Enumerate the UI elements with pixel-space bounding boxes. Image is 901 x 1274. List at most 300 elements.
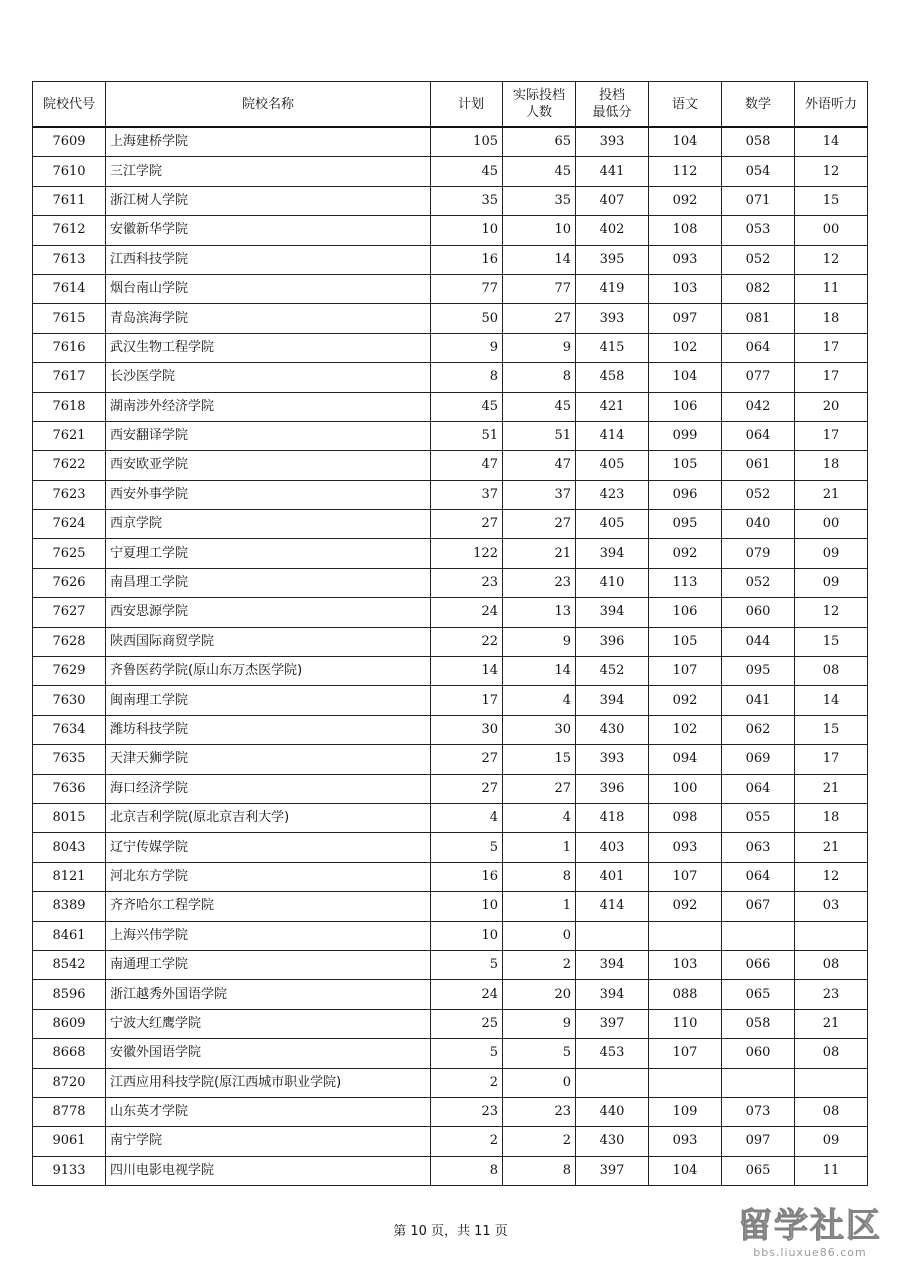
cell-actual-admitted: 0 bbox=[503, 921, 576, 950]
cell-math: 079 bbox=[722, 539, 795, 568]
cell-foreign-listening: 09 bbox=[795, 539, 868, 568]
cell-school-code: 8121 bbox=[33, 862, 106, 891]
table-row bbox=[33, 774, 868, 803]
cell-school-name: 西安外事学院 bbox=[106, 480, 431, 509]
cell-math: 041 bbox=[722, 686, 795, 715]
cell-chinese: 100 bbox=[649, 774, 722, 803]
cell-chinese: 092 bbox=[649, 186, 722, 215]
cell-chinese: 092 bbox=[649, 539, 722, 568]
cell-school-code: 8015 bbox=[33, 803, 106, 832]
cell-plan: 24 bbox=[431, 980, 503, 1009]
cell-chinese: 110 bbox=[649, 1009, 722, 1038]
cell-foreign-listening: 15 bbox=[795, 715, 868, 744]
cell-foreign-listening: 08 bbox=[795, 1039, 868, 1068]
cell-school-code: 7614 bbox=[33, 274, 106, 303]
watermark-logo: 留学社区 bbs.liuxue86.com bbox=[738, 1206, 882, 1259]
cell-school-name: 辽宁传媒学院 bbox=[106, 833, 431, 862]
cell-plan: 24 bbox=[431, 598, 503, 627]
cell-min-score: 423 bbox=[576, 480, 649, 509]
cell-min-score bbox=[576, 921, 649, 950]
cell-actual-admitted: 1 bbox=[503, 892, 576, 921]
cell-school-name: 浙江树人学院 bbox=[106, 186, 431, 215]
cell-foreign-listening: 11 bbox=[795, 1156, 868, 1185]
cell-chinese: 095 bbox=[649, 510, 722, 539]
cell-min-score: 440 bbox=[576, 1097, 649, 1126]
cell-school-name: 西安欧亚学院 bbox=[106, 451, 431, 480]
cell-actual-admitted: 20 bbox=[503, 980, 576, 1009]
cell-chinese: 097 bbox=[649, 304, 722, 333]
cell-math: 065 bbox=[722, 980, 795, 1009]
cell-school-code: 7628 bbox=[33, 627, 106, 656]
cell-chinese: 107 bbox=[649, 862, 722, 891]
cell-school-code: 8461 bbox=[33, 921, 106, 950]
cell-plan: 10 bbox=[431, 216, 503, 245]
cell-actual-admitted: 51 bbox=[503, 421, 576, 450]
cell-min-score: 452 bbox=[576, 657, 649, 686]
cell-school-code: 7636 bbox=[33, 774, 106, 803]
cell-min-score: 394 bbox=[576, 539, 649, 568]
cell-school-code: 8668 bbox=[33, 1039, 106, 1068]
cell-school-name: 南宁学院 bbox=[106, 1127, 431, 1156]
cell-school-code: 9133 bbox=[33, 1156, 106, 1185]
table-row bbox=[33, 274, 868, 303]
cell-school-name: 山东英才学院 bbox=[106, 1097, 431, 1126]
cell-school-name: 浙江越秀外国语学院 bbox=[106, 980, 431, 1009]
cell-math: 055 bbox=[722, 803, 795, 832]
cell-school-name: 四川电影电视学院 bbox=[106, 1156, 431, 1185]
cell-chinese: 099 bbox=[649, 421, 722, 450]
table-row bbox=[33, 216, 868, 245]
cell-min-score: 405 bbox=[576, 451, 649, 480]
table-row bbox=[33, 1097, 868, 1126]
cell-math: 064 bbox=[722, 333, 795, 362]
cell-math: 054 bbox=[722, 157, 795, 186]
cell-math bbox=[722, 921, 795, 950]
table-row bbox=[33, 1127, 868, 1156]
cell-plan: 5 bbox=[431, 950, 503, 979]
cell-chinese: 108 bbox=[649, 216, 722, 245]
cell-school-code: 7610 bbox=[33, 157, 106, 186]
cell-foreign-listening: 15 bbox=[795, 627, 868, 656]
table-row bbox=[33, 451, 868, 480]
cell-actual-admitted: 9 bbox=[503, 627, 576, 656]
cell-min-score: 453 bbox=[576, 1039, 649, 1068]
cell-foreign-listening bbox=[795, 1068, 868, 1097]
cell-foreign-listening: 00 bbox=[795, 216, 868, 245]
cell-actual-admitted: 65 bbox=[503, 127, 576, 157]
cell-foreign-listening: 08 bbox=[795, 1097, 868, 1126]
cell-chinese: 104 bbox=[649, 1156, 722, 1185]
cell-school-name: 西安思源学院 bbox=[106, 598, 431, 627]
cell-school-name: 湖南涉外经济学院 bbox=[106, 392, 431, 421]
cell-min-score: 414 bbox=[576, 421, 649, 450]
cell-school-code: 7629 bbox=[33, 657, 106, 686]
cell-foreign-listening: 09 bbox=[795, 568, 868, 597]
table-row bbox=[33, 686, 868, 715]
cell-school-code: 8596 bbox=[33, 980, 106, 1009]
cell-plan: 10 bbox=[431, 921, 503, 950]
cell-school-code: 7634 bbox=[33, 715, 106, 744]
cell-plan: 27 bbox=[431, 510, 503, 539]
cell-math: 067 bbox=[722, 892, 795, 921]
cell-foreign-listening: 21 bbox=[795, 774, 868, 803]
cell-math: 073 bbox=[722, 1097, 795, 1126]
cell-chinese: 102 bbox=[649, 333, 722, 362]
cell-plan: 50 bbox=[431, 304, 503, 333]
cell-actual-admitted: 13 bbox=[503, 598, 576, 627]
cell-foreign-listening: 21 bbox=[795, 833, 868, 862]
cell-math: 064 bbox=[722, 774, 795, 803]
cell-math: 062 bbox=[722, 715, 795, 744]
cell-actual-admitted: 8 bbox=[503, 363, 576, 392]
cell-chinese: 093 bbox=[649, 1127, 722, 1156]
cell-foreign-listening: 17 bbox=[795, 745, 868, 774]
cell-foreign-listening: 14 bbox=[795, 127, 868, 157]
cell-chinese: 093 bbox=[649, 245, 722, 274]
cell-plan: 25 bbox=[431, 1009, 503, 1038]
table-row bbox=[33, 392, 868, 421]
cell-plan: 37 bbox=[431, 480, 503, 509]
header-school-name: 院校名称 bbox=[106, 82, 431, 128]
cell-chinese: 105 bbox=[649, 627, 722, 656]
cell-math: 077 bbox=[722, 363, 795, 392]
cell-school-name: 上海兴伟学院 bbox=[106, 921, 431, 950]
cell-min-score: 395 bbox=[576, 245, 649, 274]
cell-actual-admitted: 9 bbox=[503, 333, 576, 362]
cell-foreign-listening: 18 bbox=[795, 304, 868, 333]
cell-min-score: 407 bbox=[576, 186, 649, 215]
cell-actual-admitted: 27 bbox=[503, 510, 576, 539]
cell-min-score: 403 bbox=[576, 833, 649, 862]
cell-min-score: 414 bbox=[576, 892, 649, 921]
cell-actual-admitted: 21 bbox=[503, 539, 576, 568]
table-row bbox=[33, 803, 868, 832]
cell-school-code: 7616 bbox=[33, 333, 106, 362]
cell-plan: 45 bbox=[431, 157, 503, 186]
cell-school-code: 7635 bbox=[33, 745, 106, 774]
cell-actual-admitted: 27 bbox=[503, 304, 576, 333]
cell-actual-admitted: 2 bbox=[503, 1127, 576, 1156]
cell-actual-admitted: 2 bbox=[503, 950, 576, 979]
table-row bbox=[33, 1009, 868, 1038]
cell-math: 053 bbox=[722, 216, 795, 245]
table-row bbox=[33, 1068, 868, 1097]
cell-school-code: 7626 bbox=[33, 568, 106, 597]
cell-chinese: 113 bbox=[649, 568, 722, 597]
cell-school-code: 7623 bbox=[33, 480, 106, 509]
cell-min-score: 441 bbox=[576, 157, 649, 186]
cell-math: 071 bbox=[722, 186, 795, 215]
cell-school-code: 7618 bbox=[33, 392, 106, 421]
cell-school-code: 8389 bbox=[33, 892, 106, 921]
table-header-row bbox=[33, 82, 868, 128]
cell-school-code: 7615 bbox=[33, 304, 106, 333]
table-row bbox=[33, 950, 868, 979]
cell-min-score: 405 bbox=[576, 510, 649, 539]
cell-min-score: 396 bbox=[576, 627, 649, 656]
cell-foreign-listening: 20 bbox=[795, 392, 868, 421]
cell-actual-admitted: 1 bbox=[503, 833, 576, 862]
cell-school-code: 7621 bbox=[33, 421, 106, 450]
cell-plan: 14 bbox=[431, 657, 503, 686]
cell-foreign-listening: 03 bbox=[795, 892, 868, 921]
cell-min-score: 401 bbox=[576, 862, 649, 891]
cell-actual-admitted: 23 bbox=[503, 1097, 576, 1126]
cell-chinese: 102 bbox=[649, 715, 722, 744]
cell-min-score: 418 bbox=[576, 803, 649, 832]
cell-min-score: 394 bbox=[576, 950, 649, 979]
cell-chinese: 094 bbox=[649, 745, 722, 774]
cell-actual-admitted: 37 bbox=[503, 480, 576, 509]
cell-math: 063 bbox=[722, 833, 795, 862]
page-footer: 第 10 页，共 11 页 bbox=[393, 1224, 508, 1239]
cell-chinese: 092 bbox=[649, 686, 722, 715]
cell-math: 064 bbox=[722, 862, 795, 891]
cell-actual-admitted: 8 bbox=[503, 1156, 576, 1185]
cell-foreign-listening: 12 bbox=[795, 862, 868, 891]
cell-plan: 27 bbox=[431, 745, 503, 774]
table-row bbox=[33, 539, 868, 568]
cell-math: 058 bbox=[722, 1009, 795, 1038]
table-row bbox=[33, 745, 868, 774]
cell-school-name: 西安翻译学院 bbox=[106, 421, 431, 450]
cell-school-name: 烟台南山学院 bbox=[106, 274, 431, 303]
cell-min-score: 458 bbox=[576, 363, 649, 392]
cell-math: 052 bbox=[722, 568, 795, 597]
cell-min-score: 394 bbox=[576, 980, 649, 1009]
table-row bbox=[33, 480, 868, 509]
cell-school-name: 南昌理工学院 bbox=[106, 568, 431, 597]
cell-foreign-listening: 18 bbox=[795, 451, 868, 480]
cell-foreign-listening: 08 bbox=[795, 657, 868, 686]
cell-math: 044 bbox=[722, 627, 795, 656]
cell-math: 061 bbox=[722, 451, 795, 480]
cell-chinese: 109 bbox=[649, 1097, 722, 1126]
cell-plan: 45 bbox=[431, 392, 503, 421]
cell-math: 064 bbox=[722, 421, 795, 450]
cell-plan: 23 bbox=[431, 1097, 503, 1126]
table-row bbox=[33, 657, 868, 686]
cell-school-code: 7617 bbox=[33, 363, 106, 392]
cell-school-code: 7624 bbox=[33, 510, 106, 539]
cell-plan: 22 bbox=[431, 627, 503, 656]
cell-chinese: 105 bbox=[649, 451, 722, 480]
cell-actual-admitted: 77 bbox=[503, 274, 576, 303]
cell-actual-admitted: 35 bbox=[503, 186, 576, 215]
cell-min-score: 419 bbox=[576, 274, 649, 303]
cell-chinese: 112 bbox=[649, 157, 722, 186]
cell-foreign-listening: 12 bbox=[795, 245, 868, 274]
cell-actual-admitted: 14 bbox=[503, 245, 576, 274]
cell-plan: 30 bbox=[431, 715, 503, 744]
cell-school-name: 青岛滨海学院 bbox=[106, 304, 431, 333]
cell-school-name: 长沙医学院 bbox=[106, 363, 431, 392]
cell-plan: 27 bbox=[431, 774, 503, 803]
cell-foreign-listening: 17 bbox=[795, 363, 868, 392]
cell-min-score: 393 bbox=[576, 745, 649, 774]
header-foreign-listening: 外语听力 bbox=[795, 82, 868, 128]
cell-chinese: 107 bbox=[649, 1039, 722, 1068]
cell-min-score: 394 bbox=[576, 598, 649, 627]
table-row bbox=[33, 1156, 868, 1185]
cell-school-name: 齐齐哈尔工程学院 bbox=[106, 892, 431, 921]
cell-actual-admitted: 45 bbox=[503, 392, 576, 421]
cell-actual-admitted: 5 bbox=[503, 1039, 576, 1068]
cell-math: 082 bbox=[722, 274, 795, 303]
cell-math: 040 bbox=[722, 510, 795, 539]
cell-foreign-listening: 08 bbox=[795, 950, 868, 979]
header-plan: 计划 bbox=[431, 82, 503, 128]
cell-chinese: 103 bbox=[649, 274, 722, 303]
cell-actual-admitted: 0 bbox=[503, 1068, 576, 1097]
cell-school-name: 武汉生物工程学院 bbox=[106, 333, 431, 362]
table-row bbox=[33, 510, 868, 539]
cell-min-score: 410 bbox=[576, 568, 649, 597]
cell-min-score: 393 bbox=[576, 127, 649, 157]
cell-school-code: 7613 bbox=[33, 245, 106, 274]
cell-school-code: 8043 bbox=[33, 833, 106, 862]
cell-plan: 17 bbox=[431, 686, 503, 715]
table-row bbox=[33, 568, 868, 597]
table-row bbox=[33, 157, 868, 186]
cell-plan: 2 bbox=[431, 1068, 503, 1097]
table-row bbox=[33, 127, 868, 157]
cell-chinese: 107 bbox=[649, 657, 722, 686]
cell-math: 066 bbox=[722, 950, 795, 979]
cell-foreign-listening: 18 bbox=[795, 803, 868, 832]
cell-school-name: 上海建桥学院 bbox=[106, 127, 431, 157]
table-row bbox=[33, 1039, 868, 1068]
cell-plan: 4 bbox=[431, 803, 503, 832]
header-chinese: 语文 bbox=[649, 82, 722, 128]
cell-school-code: 9061 bbox=[33, 1127, 106, 1156]
cell-foreign-listening: 09 bbox=[795, 1127, 868, 1156]
cell-min-score: 430 bbox=[576, 1127, 649, 1156]
cell-school-name: 安徽外国语学院 bbox=[106, 1039, 431, 1068]
table-row bbox=[33, 304, 868, 333]
cell-chinese: 098 bbox=[649, 803, 722, 832]
table-row bbox=[33, 715, 868, 744]
cell-school-name: 闽南理工学院 bbox=[106, 686, 431, 715]
cell-min-score: 415 bbox=[576, 333, 649, 362]
cell-min-score: 402 bbox=[576, 216, 649, 245]
header-math: 数学 bbox=[722, 82, 795, 128]
table-row bbox=[33, 363, 868, 392]
cell-plan: 8 bbox=[431, 363, 503, 392]
cell-school-code: 7627 bbox=[33, 598, 106, 627]
cell-plan: 35 bbox=[431, 186, 503, 215]
cell-min-score bbox=[576, 1068, 649, 1097]
cell-plan: 23 bbox=[431, 568, 503, 597]
cell-min-score: 430 bbox=[576, 715, 649, 744]
cell-plan: 16 bbox=[431, 862, 503, 891]
cell-chinese bbox=[649, 1068, 722, 1097]
cell-school-name: 宁波大红鹰学院 bbox=[106, 1009, 431, 1038]
cell-plan: 2 bbox=[431, 1127, 503, 1156]
cell-chinese: 104 bbox=[649, 127, 722, 157]
cell-math: 052 bbox=[722, 245, 795, 274]
cell-foreign-listening: 21 bbox=[795, 1009, 868, 1038]
cell-plan: 122 bbox=[431, 539, 503, 568]
cell-school-name: 南通理工学院 bbox=[106, 950, 431, 979]
cell-plan: 9 bbox=[431, 333, 503, 362]
cell-foreign-listening: 17 bbox=[795, 333, 868, 362]
cell-school-code: 7611 bbox=[33, 186, 106, 215]
cell-plan: 5 bbox=[431, 1039, 503, 1068]
cell-actual-admitted: 4 bbox=[503, 803, 576, 832]
cell-plan: 77 bbox=[431, 274, 503, 303]
cell-actual-admitted: 14 bbox=[503, 657, 576, 686]
header-actual-admitted: 实际投档 人数 bbox=[503, 82, 576, 128]
cell-actual-admitted: 23 bbox=[503, 568, 576, 597]
cell-chinese: 106 bbox=[649, 598, 722, 627]
cell-chinese: 106 bbox=[649, 392, 722, 421]
cell-school-name: 潍坊科技学院 bbox=[106, 715, 431, 744]
cell-school-name: 三江学院 bbox=[106, 157, 431, 186]
cell-min-score: 421 bbox=[576, 392, 649, 421]
cell-foreign-listening bbox=[795, 921, 868, 950]
table-row bbox=[33, 333, 868, 362]
cell-school-name: 江西应用科技学院(原江西城市职业学院) bbox=[106, 1068, 431, 1097]
cell-math: 065 bbox=[722, 1156, 795, 1185]
cell-school-name: 宁夏理工学院 bbox=[106, 539, 431, 568]
cell-plan: 5 bbox=[431, 833, 503, 862]
table-row bbox=[33, 980, 868, 1009]
cell-chinese: 104 bbox=[649, 363, 722, 392]
cell-math: 058 bbox=[722, 127, 795, 157]
table-row bbox=[33, 598, 868, 627]
cell-school-code: 7612 bbox=[33, 216, 106, 245]
cell-plan: 47 bbox=[431, 451, 503, 480]
cell-actual-admitted: 45 bbox=[503, 157, 576, 186]
cell-math: 052 bbox=[722, 480, 795, 509]
cell-chinese: 103 bbox=[649, 950, 722, 979]
cell-school-name: 西京学院 bbox=[106, 510, 431, 539]
table-body bbox=[33, 127, 868, 1186]
cell-actual-admitted: 9 bbox=[503, 1009, 576, 1038]
cell-plan: 16 bbox=[431, 245, 503, 274]
cell-school-name: 齐鲁医药学院(原山东万杰医学院) bbox=[106, 657, 431, 686]
cell-school-name: 安徽新华学院 bbox=[106, 216, 431, 245]
cell-school-name: 江西科技学院 bbox=[106, 245, 431, 274]
cell-plan: 8 bbox=[431, 1156, 503, 1185]
cell-chinese bbox=[649, 921, 722, 950]
cell-foreign-listening: 15 bbox=[795, 186, 868, 215]
cell-foreign-listening: 23 bbox=[795, 980, 868, 1009]
cell-math: 069 bbox=[722, 745, 795, 774]
cell-school-name: 陕西国际商贸学院 bbox=[106, 627, 431, 656]
cell-school-code: 8609 bbox=[33, 1009, 106, 1038]
cell-plan: 10 bbox=[431, 892, 503, 921]
cell-chinese: 088 bbox=[649, 980, 722, 1009]
cell-min-score: 397 bbox=[576, 1156, 649, 1185]
cell-foreign-listening: 21 bbox=[795, 480, 868, 509]
cell-foreign-listening: 00 bbox=[795, 510, 868, 539]
cell-math: 097 bbox=[722, 1127, 795, 1156]
cell-foreign-listening: 12 bbox=[795, 598, 868, 627]
cell-school-code: 7625 bbox=[33, 539, 106, 568]
cell-math: 060 bbox=[722, 598, 795, 627]
cell-math: 042 bbox=[722, 392, 795, 421]
table-row bbox=[33, 186, 868, 215]
table-row bbox=[33, 833, 868, 862]
table-row bbox=[33, 421, 868, 450]
table-row bbox=[33, 627, 868, 656]
header-school-code: 院校代号 bbox=[33, 82, 106, 128]
cell-school-code: 8720 bbox=[33, 1068, 106, 1097]
cell-school-name: 海口经济学院 bbox=[106, 774, 431, 803]
cell-plan: 105 bbox=[431, 127, 503, 157]
